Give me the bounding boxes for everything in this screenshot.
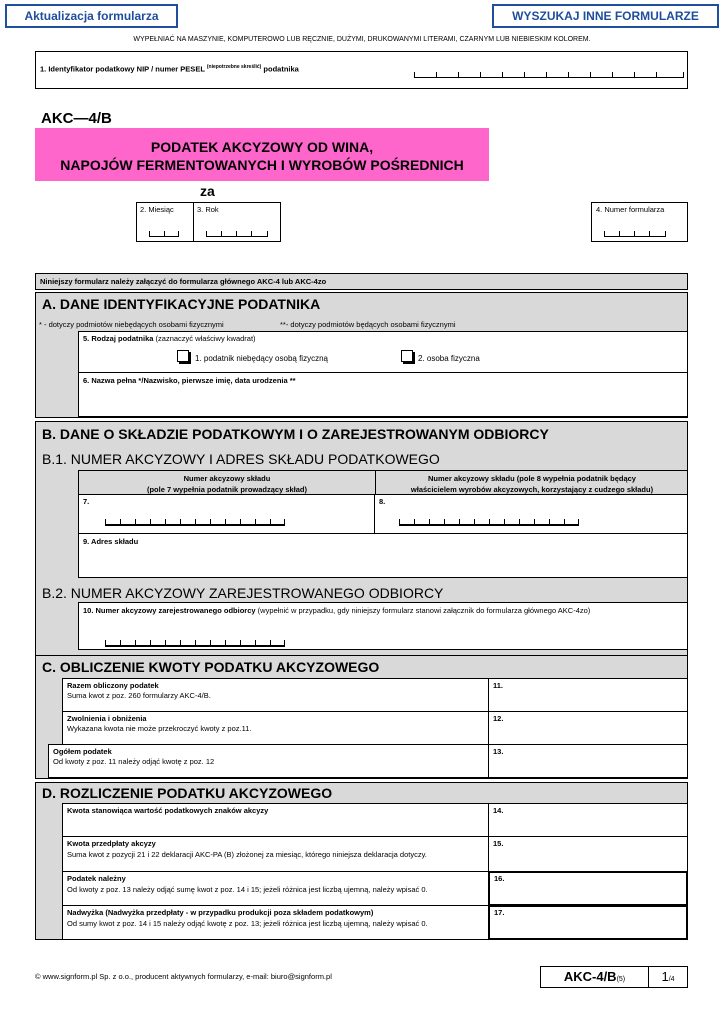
d-row-16-desc: [62, 871, 489, 906]
field-7-label: 7.: [83, 497, 90, 506]
form-number-field[interactable]: [591, 202, 688, 242]
field-6-box[interactable]: [78, 372, 688, 417]
field-5-box: [78, 331, 688, 373]
section-a-heading: A. DANE IDENTYFIKACYJNE PODATNIKA: [42, 296, 321, 312]
footer-page-total: /4: [668, 976, 675, 983]
za-label: za: [200, 183, 215, 199]
footer-page-number: 1: [661, 969, 669, 984]
checkbox-option-2[interactable]: [401, 350, 413, 362]
field-16-number: 16.: [494, 874, 505, 883]
footer-version: (5): [616, 976, 626, 983]
field-9-box[interactable]: [78, 533, 688, 578]
field-1-entry-ticks: [414, 72, 684, 78]
field-8-box[interactable]: [374, 494, 688, 534]
d-row-17-desc: [62, 905, 489, 940]
field-17-number: 17.: [494, 908, 505, 917]
section-b-heading: B. DANE O SKŁADZIE PODATKOWYM I O ZAREJESTROWANYM ODBIORCY: [42, 426, 549, 442]
year-field[interactable]: [193, 202, 281, 242]
field-14-number: 14.: [493, 806, 504, 815]
section-c-heading: C. OBLICZENIE KWOTY PODATKU AKCYZOWEGO: [42, 659, 380, 675]
c-row-11-title: Razem obliczony podatek: [67, 681, 159, 690]
form-title-line-2: NAPOJÓW FERMENTOWANYCH I WYROBÓW POŚREDNICH: [60, 157, 464, 173]
month-label: 2. Miesiąc: [140, 205, 174, 214]
fill-instruction: WYPEŁNIAĆ NA MASZYNIE, KOMPUTEROWO LUB RĘCZNIE, DUŻYMI, DRUKOWANYMI LITERAMI, CZARNYM LUB NIEBIESKIM KOLOREM.: [133, 36, 591, 43]
field-17-input[interactable]: [488, 905, 688, 940]
section-b2-heading: B.2. NUMER AKCYZOWY ZAREJESTROWANEGO ODBIORCY: [42, 585, 444, 601]
field-13-input[interactable]: [488, 744, 688, 778]
d-row-17-text: Od sumy kwot z poz. 14 i 15 należy odjąć kwotę z poz. 13; jeżeli różnica jest liczbą ujemną, należy wpisać 0.: [67, 919, 428, 928]
field-1-box[interactable]: [35, 51, 688, 89]
field-9-label: 9. Adres składu: [83, 537, 139, 546]
field-12-number: 12.: [493, 714, 504, 723]
col-left-header-2: (pole 7 wypełnia podatnik prowadzący skład): [146, 485, 308, 494]
attach-note: Niniejszy formularz należy załączyć do formularza głównego AKC-4 lub AKC-4zo: [40, 277, 327, 286]
field-16-input[interactable]: [488, 871, 688, 906]
form-title-line-1: PODATEK AKCYZOWY OD WINA,: [150, 139, 374, 155]
c-row-11-desc: [62, 678, 489, 712]
c-row-11-text: Suma kwot z poz. 260 formularzy AKC-4/B.: [67, 691, 211, 700]
field-10-hint: (wypełnić w przypadku, gdy niniejszy formularz stanowi załącznik do formularza głównego AKC-4zo): [257, 606, 591, 615]
section-b1-heading: B.1. NUMER AKCYZOWY I ADRES SKŁADU PODATKOWEGO: [42, 451, 440, 467]
d-row-14-desc: [62, 803, 489, 837]
d-row-14-title: Kwota stanowiąca wartość podatkowych znaków akcyzy: [67, 806, 269, 815]
footer-form-box: [540, 966, 688, 988]
month-field[interactable]: [136, 202, 194, 242]
col-left-header-1: Numer akcyzowy składu: [183, 474, 271, 483]
section-a-note-1: * - dotyczy podmiotów niebędących osobami fizycznymi: [39, 320, 224, 329]
d-row-17-title: Nadwyżka (Nadwyżka przedpłaty - w przypadku produkcji poza składem podatkowym): [67, 908, 374, 917]
c-row-13-text: Od kwoty z poz. 11 należy odjąć kwotę z poz. 12: [53, 757, 215, 766]
field-11-input[interactable]: [488, 678, 688, 712]
field-15-number: 15.: [493, 839, 504, 848]
update-form-link[interactable]: Aktualizacja formularza: [5, 4, 178, 28]
section-d-heading: D. ROZLICZENIE PODATKU AKCYZOWEGO: [42, 785, 333, 801]
field-5-hint: (zaznaczyć właściwy kwadrat): [155, 334, 256, 343]
field-1-label: 1. Identyfikator podatkowy NIP / numer PESEL: [40, 64, 205, 74]
form-number-label: 4. Numer formularza: [596, 205, 665, 214]
field-5-label: 5. Rodzaj podatnika: [83, 334, 154, 343]
d-row-15-desc: [62, 836, 489, 872]
field-15-input[interactable]: [488, 836, 688, 872]
field-10-box[interactable]: [78, 602, 688, 650]
option-1-label: 1. podatnik niebędący osobą fizyczną: [195, 354, 328, 363]
c-row-13-desc: [48, 744, 489, 778]
checkbox-option-1[interactable]: [177, 350, 189, 362]
footer-form-code: AKC-4/B: [563, 969, 617, 984]
col-right-header-1: Numer akcyzowy składu (pole 8 wypełnia podatnik będący: [428, 474, 636, 483]
year-label: 3. Rok: [197, 205, 219, 214]
field-1-note: (niepotrzebne skreślić): [206, 64, 262, 70]
form-code: AKC—4/B: [41, 110, 112, 127]
field-7-box[interactable]: [78, 494, 375, 534]
option-2-label: 2. osoba fizyczna: [418, 354, 480, 363]
attach-note-bar: [35, 273, 688, 290]
c-row-12-desc: [62, 711, 489, 745]
b1-column-headers: [78, 470, 688, 495]
field-14-input[interactable]: [488, 803, 688, 837]
col-right-header-2: właścicielem wyrobów akcyzowych, korzystający z cudzego składu): [410, 485, 654, 494]
c-row-12-title: Zwolnienia i obniżenia: [67, 714, 147, 723]
footer-copyright: © www.signform.pl Sp. z o.o., producent aktywnych formularzy, e-mail: biuro@signform.pl: [35, 972, 332, 981]
d-row-16-text: Od kwoty z poz. 13 należy odjąć sumę kwot z poz. 14 i 15; jeżeli różnica jest liczbą ujemną, należy wpisać 0.: [67, 885, 428, 894]
section-a-note-2: **- dotyczy podmiotów będących osobami fizycznymi: [280, 320, 456, 329]
d-row-15-text: Suma kwot z pozycji 21 i 22 deklaracji AKC-PA (B) złożonej za miesiąc, którego niniejsza deklaracja dotyczy.: [67, 850, 427, 859]
d-row-15-title: Kwota przedpłaty akcyzy: [67, 839, 156, 848]
field-13-number: 13.: [493, 747, 504, 756]
search-forms-link[interactable]: WYSZUKAJ INNE FORMULARZE: [492, 4, 719, 28]
c-row-12-text: Wykazana kwota nie może przekroczyć kwoty z poz.11.: [67, 724, 252, 733]
field-1-label-end: podatnika: [263, 64, 299, 74]
field-8-label: 8.: [379, 497, 386, 506]
field-10-label: 10. Numer akcyzowy zarejestrowanego odbiorcy: [83, 606, 256, 615]
field-6-label: 6. Nazwa pełna */Nazwisko, pierwsze imię, data urodzenia **: [83, 376, 296, 385]
form-title-banner: [35, 128, 489, 181]
c-row-13-title: Ogółem podatek: [53, 747, 112, 756]
d-row-16-title: Podatek należny: [67, 874, 126, 883]
field-12-input[interactable]: [488, 711, 688, 745]
field-11-number: 11.: [493, 681, 504, 690]
